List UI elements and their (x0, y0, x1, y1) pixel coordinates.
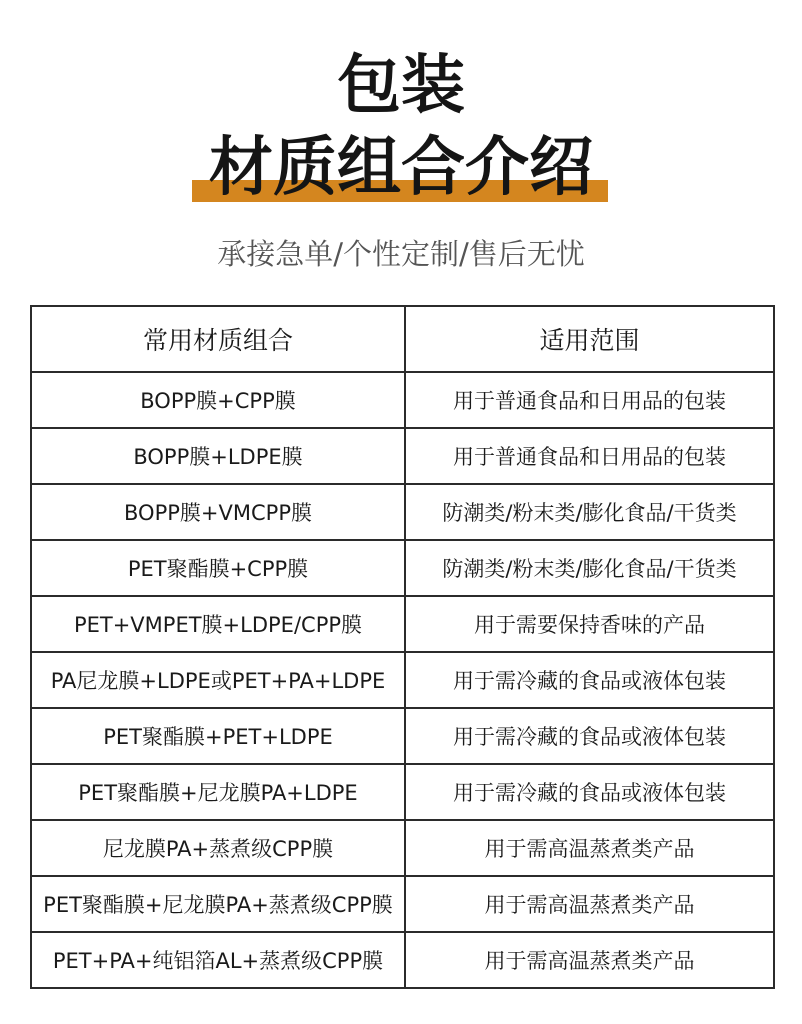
table-row (31, 708, 774, 764)
usage-cell: 用于需要保持香味的产品 (405, 596, 774, 652)
material-cell: PET聚酯膜+PET+LDPE (31, 708, 405, 764)
usage-cell: 防潮类/粉末类/膨化食品/干货类 (405, 540, 774, 596)
table-row (31, 932, 774, 988)
subtitle: 承接急单/个性定制/售后无忧 (217, 237, 585, 271)
material-cell: PET聚酯膜+CPP膜 (31, 540, 405, 596)
usage-cell: 防潮类/粉末类/膨化食品/干货类 (405, 484, 774, 540)
material-cell: BOPP膜+LDPE膜 (31, 428, 405, 484)
materials-table (30, 305, 775, 989)
table-row (31, 428, 774, 484)
table-row (31, 820, 774, 876)
table-row (31, 596, 774, 652)
table-row (31, 764, 774, 820)
usage-cell: 用于需冷藏的食品或液体包装 (405, 652, 774, 708)
usage-cell: 用于需高温蒸煮类产品 (405, 932, 774, 988)
material-cell: BOPP膜+CPP膜 (31, 372, 405, 428)
material-cell: BOPP膜+VMCPP膜 (31, 484, 405, 540)
page-title-line2: 材质组合介绍 (209, 131, 593, 205)
table-row (31, 372, 774, 428)
table-row (31, 652, 774, 708)
usage-cell: 用于需高温蒸煮类产品 (405, 820, 774, 876)
column-header-material: 常用材质组合 (31, 306, 405, 372)
usage-cell: 用于需冷藏的食品或液体包装 (405, 764, 774, 820)
table-header-row (31, 306, 774, 372)
page-title-line1: 包装 (337, 49, 465, 123)
material-cell: PET+PA+纯铝箔AL+蒸煮级CPP膜 (31, 932, 405, 988)
usage-cell: 用于需高温蒸煮类产品 (405, 876, 774, 932)
material-cell: PET聚酯膜+尼龙膜PA+LDPE (31, 764, 405, 820)
page-title-block (0, 128, 802, 212)
table-row (31, 540, 774, 596)
column-header-usage: 适用范围 (405, 306, 774, 372)
material-cell: PET+VMPET膜+LDPE/CPP膜 (31, 596, 405, 652)
table-row (31, 876, 774, 932)
material-cell: PET聚酯膜+尼龙膜PA+蒸煮级CPP膜 (31, 876, 405, 932)
material-cell: 尼龙膜PA+蒸煮级CPP膜 (31, 820, 405, 876)
table-row (31, 484, 774, 540)
material-cell: PA尼龙膜+LDPE或PET+PA+LDPE (31, 652, 405, 708)
usage-cell: 用于普通食品和日用品的包装 (405, 428, 774, 484)
usage-cell: 用于需冷藏的食品或液体包装 (405, 708, 774, 764)
usage-cell: 用于普通食品和日用品的包装 (405, 372, 774, 428)
